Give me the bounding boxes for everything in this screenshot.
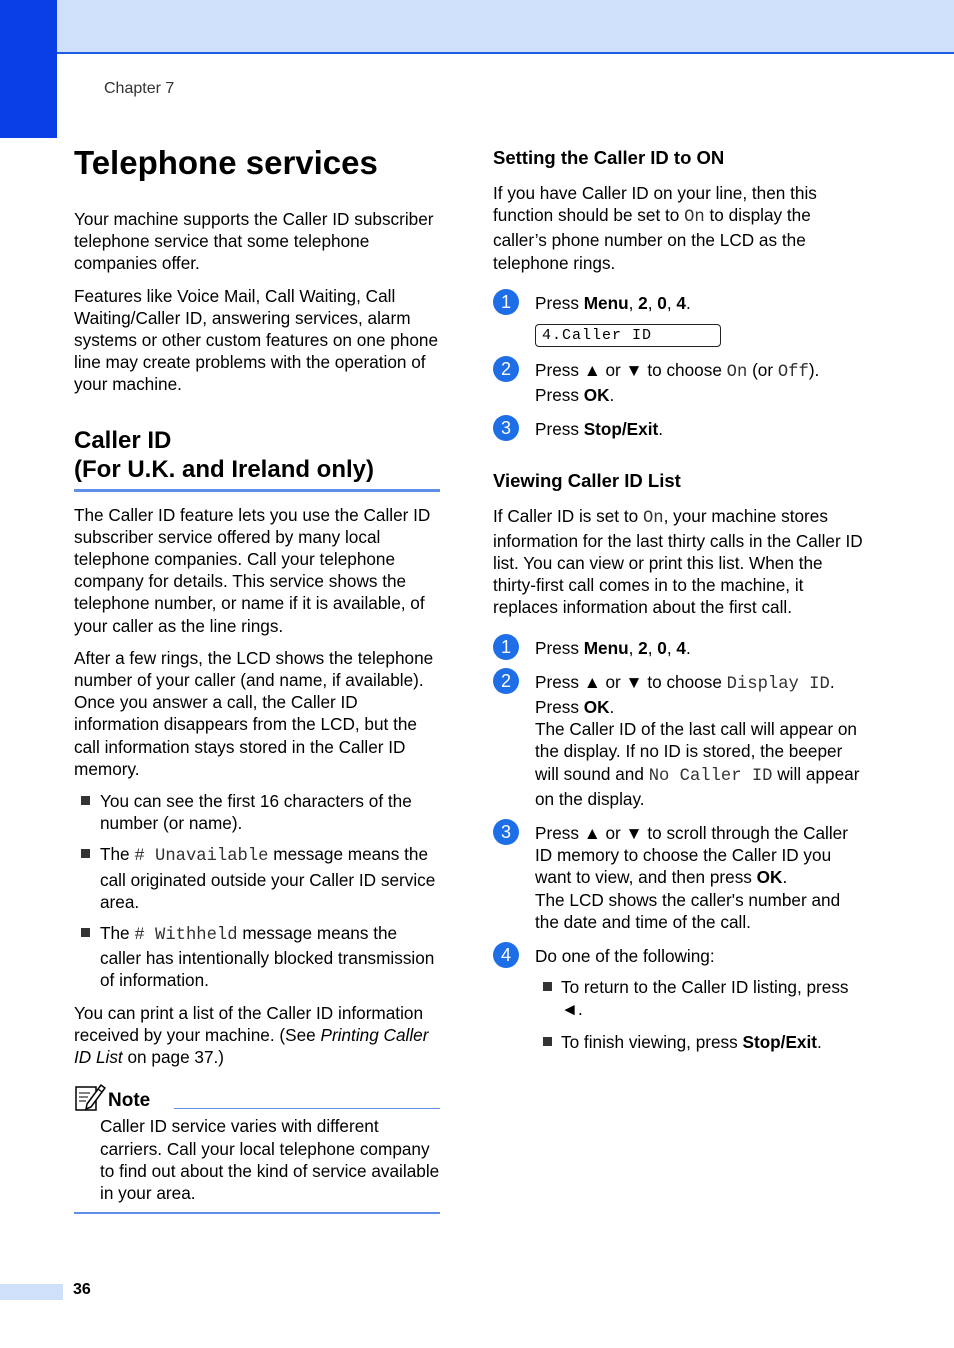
separator: , (647, 292, 658, 313)
step-item (493, 945, 863, 1053)
section-heading-line-1: Caller ID (74, 426, 172, 454)
separator: , (666, 292, 677, 313)
lcd-display: 4.Caller ID (535, 324, 721, 347)
list-item (535, 976, 863, 1020)
step-number-icon: 3 (493, 415, 519, 441)
lcd-option-display-id: Display ID (726, 674, 830, 694)
setting-intro-paragraph (493, 182, 863, 274)
step-text: . (829, 671, 835, 692)
key-2: 2 (638, 637, 648, 658)
key-ok: OK (583, 385, 610, 406)
step-item (493, 637, 863, 659)
step-description: will appear on the display. (535, 763, 860, 809)
note-label: Note (108, 1090, 151, 1112)
lcd-message-unavailable: # Unavailable (134, 847, 269, 867)
chapter-tab (0, 0, 57, 138)
bullet-text: message means the call originated outside your Caller ID service area. (100, 844, 436, 912)
key-2: 2 (638, 292, 648, 313)
paragraph-text: You can print a list of the Caller ID information received by your machine. (See (74, 1002, 424, 1045)
separator: , (628, 637, 639, 658)
step-text: Press (535, 292, 584, 313)
key-stop-exit: Stop/Exit (742, 1031, 817, 1052)
step-number-icon: 2 (493, 356, 519, 382)
step-text: Press (535, 697, 584, 718)
caller-id-paragraph-1: The Caller ID feature lets you use the Caller ID subscriber service offered by many local telephone companies. Call your telephone company for details. This service shows the telephone number, or name if it is available, of your caller as the line rings. (74, 504, 431, 636)
note-text: Caller ID service varies with different carriers. Call your local telephone company to find out about the kind of service available in your area. (100, 1116, 440, 1203)
separator: . (658, 419, 663, 440)
key-0: 0 (657, 292, 667, 313)
list-item (535, 1031, 863, 1053)
setting-steps (493, 292, 863, 441)
list-item (74, 843, 440, 913)
key-ok: OK (756, 867, 783, 888)
step-description: The Caller ID of the last call will appear on the display. If no ID is stored, the beeper will sound and (535, 719, 857, 784)
lcd-message-no-caller-id: No Caller ID (648, 766, 773, 786)
list-item (74, 790, 440, 834)
key-ok: OK (583, 697, 610, 718)
viewing-steps (493, 637, 863, 1053)
step-item (493, 418, 863, 440)
heading-setting-caller-id: Setting the Caller ID to ON (493, 147, 725, 168)
square-bullet-icon (81, 849, 90, 858)
intro-paragraph-1: Your machine supports the Caller ID subscriber telephone service that some telephone companies offer. (74, 209, 434, 274)
square-bullet-icon (81, 796, 90, 805)
paragraph-text: If Caller ID is set to (493, 505, 643, 526)
separator: . (685, 637, 691, 658)
bullet-text: To return to the Caller ID listing, press ◄. (561, 977, 849, 1020)
page-title: Telephone services (74, 144, 378, 181)
right-column (493, 146, 863, 1065)
square-bullet-icon (81, 928, 90, 937)
lcd-message-withheld: # Withheld (134, 926, 238, 946)
bullet-text: message means the caller has intentionally blocked transmission of information. (100, 923, 435, 991)
square-bullet-icon (543, 982, 552, 991)
step-item (493, 822, 863, 933)
section-heading-caller-id (74, 426, 440, 492)
step-text: Press (535, 385, 584, 406)
note-box (74, 1082, 440, 1214)
paragraph-text: , your machine stores information for the last thirty calls in the Caller ID list. You can view or print this list. When the thirty-first call comes in to the machine, it replaces information about the first call. (493, 505, 863, 618)
bullet-text: You can see the first 16 characters of the number (or name). (100, 791, 412, 834)
separator: . (609, 697, 615, 718)
step-number-icon: 1 (493, 634, 519, 660)
paragraph-text: If you have Caller ID on your line, then this function should be set to (493, 183, 817, 226)
separator: , (647, 637, 658, 658)
section-heading-line-2: (For U.K. and Ireland only) (74, 455, 375, 483)
bullet-text: To finish viewing, press (561, 1031, 743, 1052)
caller-id-bullets (74, 790, 440, 992)
lcd-option-on: On (642, 508, 664, 528)
list-item (74, 922, 440, 992)
square-bullet-icon (543, 1037, 552, 1046)
key-4: 4 (676, 637, 686, 658)
bullet-text: The (100, 844, 135, 865)
key-menu: Menu (583, 637, 629, 658)
separator: . (782, 867, 788, 888)
step-number-icon: 2 (493, 668, 519, 694)
note-pencil-icon (74, 1082, 106, 1112)
step-text: Press ▲ or ▼ to choose (535, 360, 727, 381)
heading-viewing-caller-id: Viewing Caller ID List (493, 469, 681, 491)
step-options (535, 976, 863, 1053)
key-stop-exit: Stop/Exit (583, 419, 659, 440)
key-0: 0 (657, 637, 667, 658)
footer-band (0, 1284, 63, 1300)
lcd-option-on: On (726, 363, 748, 383)
viewing-intro-paragraph (493, 505, 863, 619)
separator: . (685, 292, 691, 313)
key-4: 4 (676, 292, 686, 313)
note-divider (174, 1108, 440, 1109)
cross-reference-link[interactable]: Printing Caller ID List (74, 1024, 429, 1068)
separator: . (816, 1031, 822, 1052)
chapter-label: Chapter 7 (104, 80, 175, 97)
print-list-paragraph (74, 1002, 440, 1069)
separator: , (666, 637, 677, 658)
step-text: Press ▲ or ▼ to scroll through the Caller ID memory to choose the Caller ID you want to view, and then press (535, 823, 848, 888)
left-column (74, 143, 440, 1214)
paragraph-text: on page 37.) (122, 1047, 225, 1068)
step-number-icon: 4 (493, 942, 519, 968)
step-item (493, 671, 863, 810)
page-number: 36 (73, 1281, 91, 1298)
step-text: Press (535, 419, 584, 440)
step-number-icon: 1 (493, 289, 519, 315)
step-text: Do one of the following: (535, 946, 715, 967)
step-item (493, 359, 863, 406)
key-menu: Menu (583, 292, 629, 313)
note-header (74, 1082, 440, 1112)
step-item (493, 292, 863, 347)
bullet-text: The (100, 923, 135, 944)
separator: . (609, 385, 615, 406)
lcd-option-on: On (684, 208, 705, 228)
step-text: ). (808, 360, 820, 381)
header-band (0, 0, 954, 54)
separator: , (628, 292, 639, 313)
note-body (74, 1112, 440, 1214)
step-text: (or (747, 360, 778, 381)
step-text: Press (535, 637, 584, 658)
intro-paragraph-2: Features like Voice Mail, Call Waiting, Call Waiting/Caller ID, answering services, alarm systems or other custom features on one phone line may create problems with the operation of your machine. (74, 285, 439, 395)
caller-id-paragraph-2: After a few rings, the LCD shows the telephone number of your caller (and name, if available). Once you answer a call, the Caller ID information disappears from the LCD, but the call information stays stored in the Caller ID memory. (74, 647, 434, 779)
lcd-option-off: Off (777, 363, 809, 383)
step-number-icon: 3 (493, 819, 519, 845)
step-text: Press ▲ or ▼ to choose (535, 671, 727, 692)
paragraph-text: to display the caller’s phone number on the LCD as the telephone rings. (493, 205, 811, 273)
step-description: The LCD shows the caller's number and the date and time of the call. (535, 889, 841, 932)
